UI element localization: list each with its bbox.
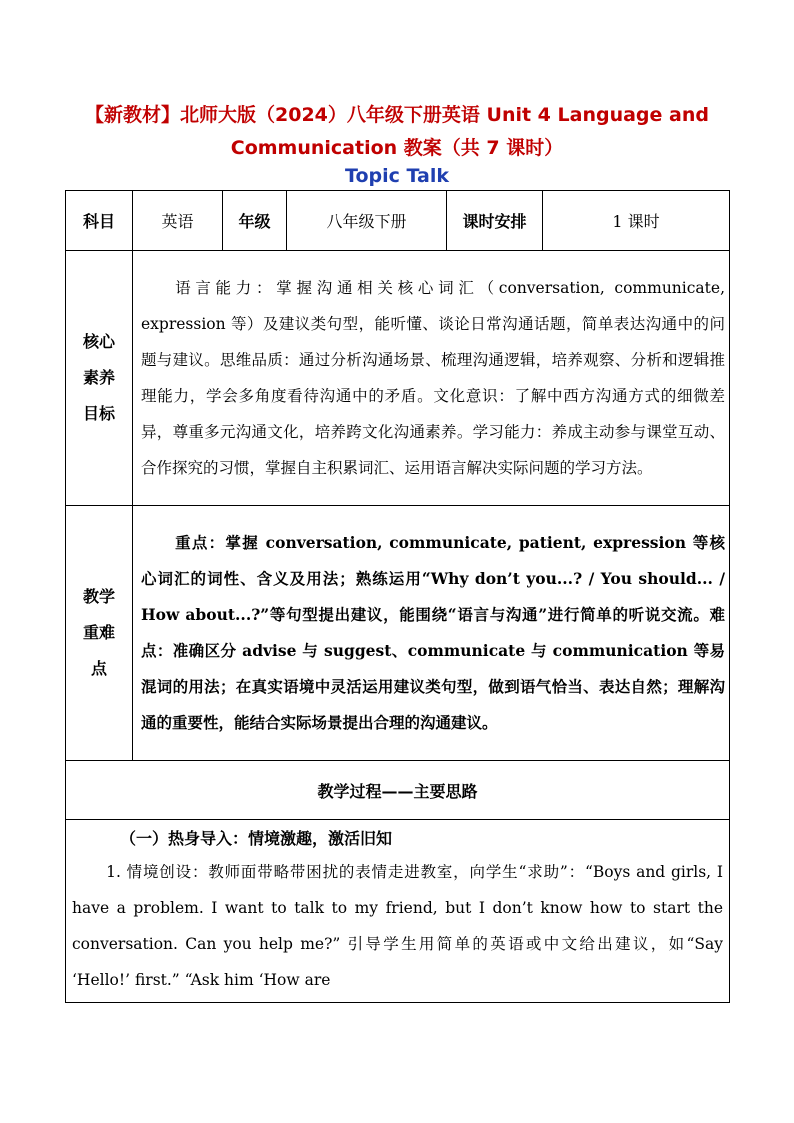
grade-label: 年级 xyxy=(223,191,287,251)
key-points-text: 重点：掌握 conversation, communicate, patient, expression 等核心词汇的词性、含义及用法；熟练运用“Why don’t you...? / You should... / How about...?”等句型提出建议，能围绕“语言与沟通”进行简单的听说交流。难点：准确区分 advise 与 suggest、communicate 与 communication 等易混词的用法；在真实语境中灵活运用建议类句型，做到语气恰当、表达自然；理解沟通的重要性，能结合实际场景提出合理的沟通建议。 xyxy=(141,533,725,732)
core-goals-label-line: 核心 xyxy=(82,332,115,351)
schedule-value: 1 课时 xyxy=(543,191,730,251)
subject-label: 科目 xyxy=(66,191,133,251)
core-goals-label xyxy=(66,251,133,506)
core-goals-label-line: 素养 xyxy=(82,368,115,387)
grade-value: 八年级下册 xyxy=(287,191,447,251)
process-body-row xyxy=(66,820,730,1003)
process-heading: 教学过程——主要思路 xyxy=(66,761,730,820)
key-points-content xyxy=(133,506,730,761)
core-goals-row xyxy=(66,251,730,506)
key-points-label-line: 点 xyxy=(90,659,107,678)
core-goals-text: 语言能力：掌握沟通相关核心词汇（conversation, communicate, expression 等）及建议类句型，能听懂、谈论日常沟通话题，简单表达沟通中的问题与建议。思维品质：通过分析沟通场景、梳理沟通逻辑，培养观察、分析和逻辑推理能力，学会多角度看待沟通中的矛盾。文化意识：了解中西方沟通方式的细微差异，尊重多元沟通文化，培养跨文化沟通素养。学习能力：养成主动参与课堂互动、合作探究的习惯，掌握自主积累词汇、运用语言解决实际问题的学习方法。 xyxy=(141,279,725,477)
document-title-line-2: Communication 教案（共 7 课时） xyxy=(230,137,564,159)
lesson-plan-table xyxy=(65,190,730,1003)
key-points-label-line: 教学 xyxy=(82,587,115,606)
subject-value: 英语 xyxy=(133,191,223,251)
process-body xyxy=(66,820,730,1003)
section-1-text: 1. 情境创设：教师面带略带困扰的表情走进教室，向学生“求助”：“Boys and girls, I have a problem. I want to talk to my friend, but I don’t know how to start the conversation. Can you help me?” 引导学生用简单的英语或中文给出建议，如“Say ‘Hello!’ first.” “Ask him ‘How are xyxy=(72,863,723,989)
key-points-label xyxy=(66,506,133,761)
core-goals-content xyxy=(133,251,730,506)
key-points-row xyxy=(66,506,730,761)
document-title-line-1: 【新教材】北师大版（2024）八年级下册英语 Unit 4 Language and xyxy=(85,104,709,126)
process-heading-row xyxy=(66,761,730,820)
key-points-label-line: 重难 xyxy=(82,623,115,642)
header-row xyxy=(66,191,730,251)
section-1-title: （一）热身导入：情境激趣，激活旧知 xyxy=(120,829,393,848)
schedule-label: 课时安排 xyxy=(447,191,543,251)
lesson-subtitle: Topic Talk xyxy=(345,165,449,187)
core-goals-label-line: 目标 xyxy=(82,404,115,423)
